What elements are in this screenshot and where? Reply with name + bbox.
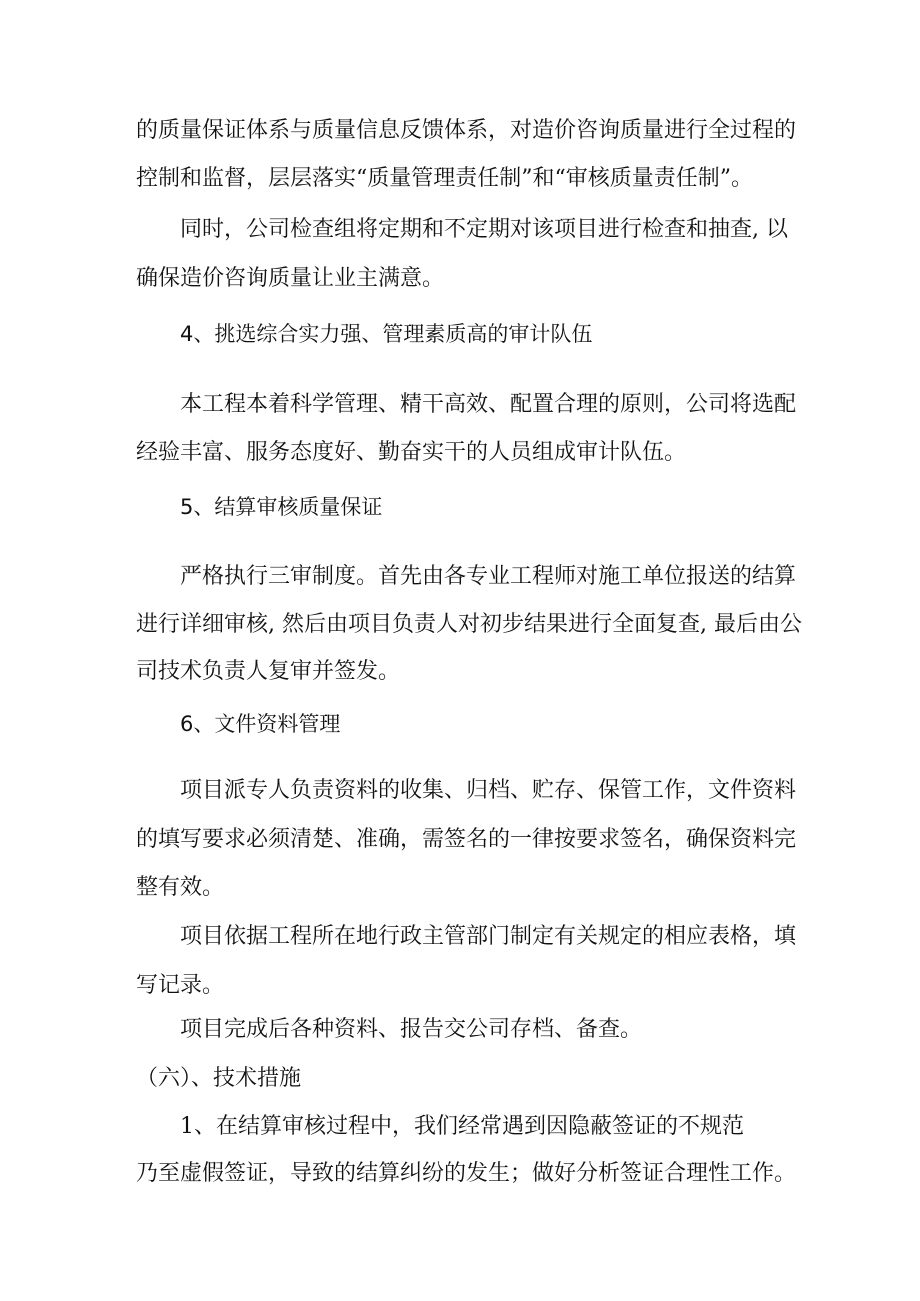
paragraph-line: 同时，公司检查组将定期和不定期对该项目进行检查和抽查, 以 xyxy=(180,217,788,242)
paragraph-line: 经验丰富、服务态度好、勤奋实干的人员组成审计队伍。 xyxy=(136,440,687,465)
paragraph-line: 的填写要求必须清楚、准确，需签名的一律按要求签名，确保资料完 xyxy=(136,827,797,852)
paragraph-line: 的质量保证体系与质量信息反馈体系，对造价咨询质量进行全过程的 xyxy=(136,118,797,143)
paragraph-line: 整有效。 xyxy=(136,875,225,900)
paragraph-line: 项目完成后各种资料、报告交公司存档、备查。 xyxy=(180,1017,643,1042)
paragraph-line: 进行详细审核, 然后由项目负责人对初步结果进行全面复查, 最后由公 xyxy=(136,612,802,637)
paragraph-line: 确保造价咨询质量让业主满意。 xyxy=(136,266,445,291)
paragraph-line: 严格执行三审制度。首先由各专业工程师对施工单位报送的结算 xyxy=(180,564,797,589)
paragraph-line: 司技术负责人复审并签发。 xyxy=(136,659,401,684)
paragraph-line: 控制和监督，层层落实“质量管理责任制”和“审核质量责任制”。 xyxy=(136,166,753,191)
section-heading: （六）、技术措施 xyxy=(136,1066,302,1091)
section-heading: 4、挑选综合实力强、管理素质高的审计队伍 xyxy=(180,322,593,346)
section-heading: 5、结算审核质量保证 xyxy=(180,495,383,519)
paragraph-line: 项目依据工程所在地行政主管部门制定有关规定的相应表格，填 xyxy=(180,924,797,949)
paragraph-line: 乃至虚假签证，导致的结算纠纷的发生；做好分析签证合理性工作。 xyxy=(136,1161,797,1186)
paragraph-line: 1、在结算审核过程中，我们经常遇到因隐蔽签证的不规范 xyxy=(180,1114,744,1139)
paragraph-line: 写记录。 xyxy=(136,973,225,998)
paragraph-line: 本工程本着科学管理、精干高效、配置合理的原则，公司将选配 xyxy=(180,392,797,417)
paragraph-line: 项目派专人负责资料的收集、归档、贮存、保管工作，文件资料 xyxy=(180,778,797,803)
section-heading: 6、文件资料管理 xyxy=(180,712,341,736)
